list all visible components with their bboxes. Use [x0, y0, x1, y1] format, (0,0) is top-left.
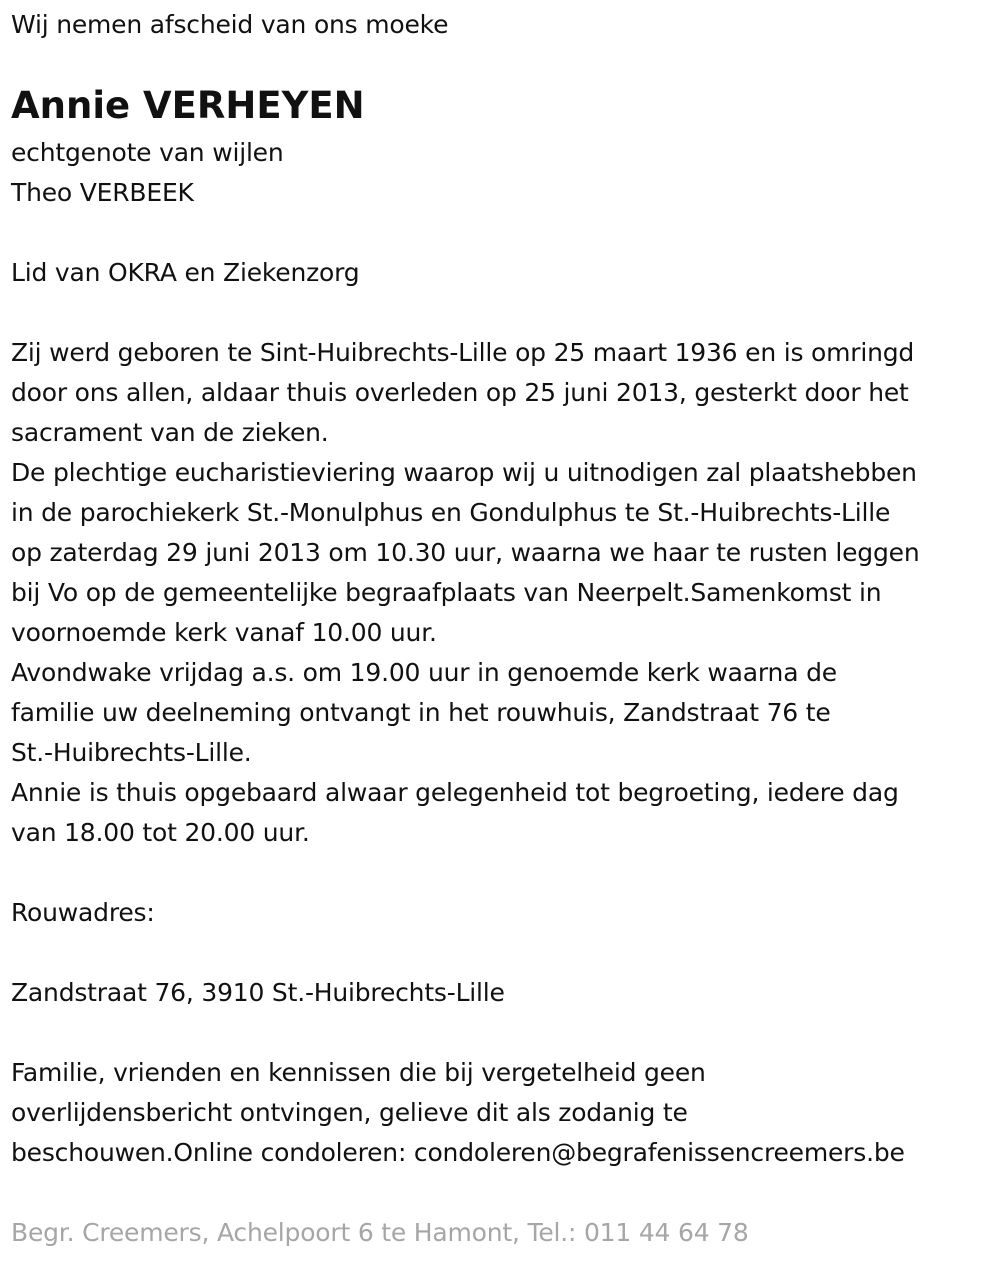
family-line: beschouwen.Online condoleren: condoleren@begrafenissencreemers.be	[11, 1138, 905, 1167]
address-label-block	[11, 893, 155, 933]
address-label: Rouwadres:	[11, 898, 155, 927]
body-line: familie uw deelneming ontvangt in het rouwhuis, Zandstraat 76 te	[11, 698, 831, 727]
body-line: Avondwake vrijdag a.s. om 19.00 uur in genoemde kerk waarna de	[11, 658, 837, 687]
body-line: sacrament van de zieken.	[11, 418, 329, 447]
membership-line: Lid van OKRA en Ziekenzorg	[11, 258, 360, 287]
family-line: Familie, vrienden en kennissen die bij vergetelheid geen	[11, 1058, 706, 1087]
body-line: op zaterdag 29 juni 2013 om 10.30 uur, waarna we haar te rusten leggen	[11, 538, 920, 567]
body-line: in de parochiekerk St.-Monulphus en Gondulphus te St.-Huibrechts-Lille	[11, 498, 891, 527]
spouse-line: Theo VERBEEK	[11, 178, 194, 207]
spouse-line: echtgenote van wijlen	[11, 138, 284, 167]
family-line: overlijdensbericht ontvingen, gelieve dit als zodanig te	[11, 1098, 688, 1127]
spouse-block	[11, 133, 284, 213]
address-block	[11, 973, 505, 1013]
family-notice-block	[11, 1053, 905, 1173]
body-line: Zij werd geboren te Sint-Huibrechts-Lille op 25 maart 1936 en is omringd	[11, 338, 915, 367]
body-line: van 18.00 tot 20.00 uur.	[11, 818, 310, 847]
body-line: De plechtige eucharistieviering waarop wij u uitnodigen zal plaatshebben	[11, 458, 917, 487]
funeral-home-footer: Begr. Creemers, Achelpoort 6 te Hamont, Tel.: 011 44 64 78	[11, 1218, 749, 1247]
body-line: voornoemde kerk vanaf 10.00 uur.	[11, 618, 437, 647]
body-text	[11, 333, 919, 853]
membership-block	[11, 253, 359, 293]
body-line: bij Vo op de gemeentelijke begraafplaats van Neerpelt.Samenkomst in	[11, 578, 882, 607]
intro-line: Wij nemen afscheid van ons moeke	[11, 10, 449, 39]
body-line: Annie is thuis opgebaard alwaar gelegenheid tot begroeting, iedere dag	[11, 778, 899, 807]
address-line: Zandstraat 76, 3910 St.-Huibrechts-Lille	[11, 978, 505, 1007]
body-line: St.-Huibrechts-Lille.	[11, 738, 252, 767]
body-line: door ons allen, aldaar thuis overleden op 25 juni 2013, gesterkt door het	[11, 378, 909, 407]
deceased-name: Annie VERHEYEN	[11, 84, 365, 127]
footer-block	[11, 1213, 749, 1253]
